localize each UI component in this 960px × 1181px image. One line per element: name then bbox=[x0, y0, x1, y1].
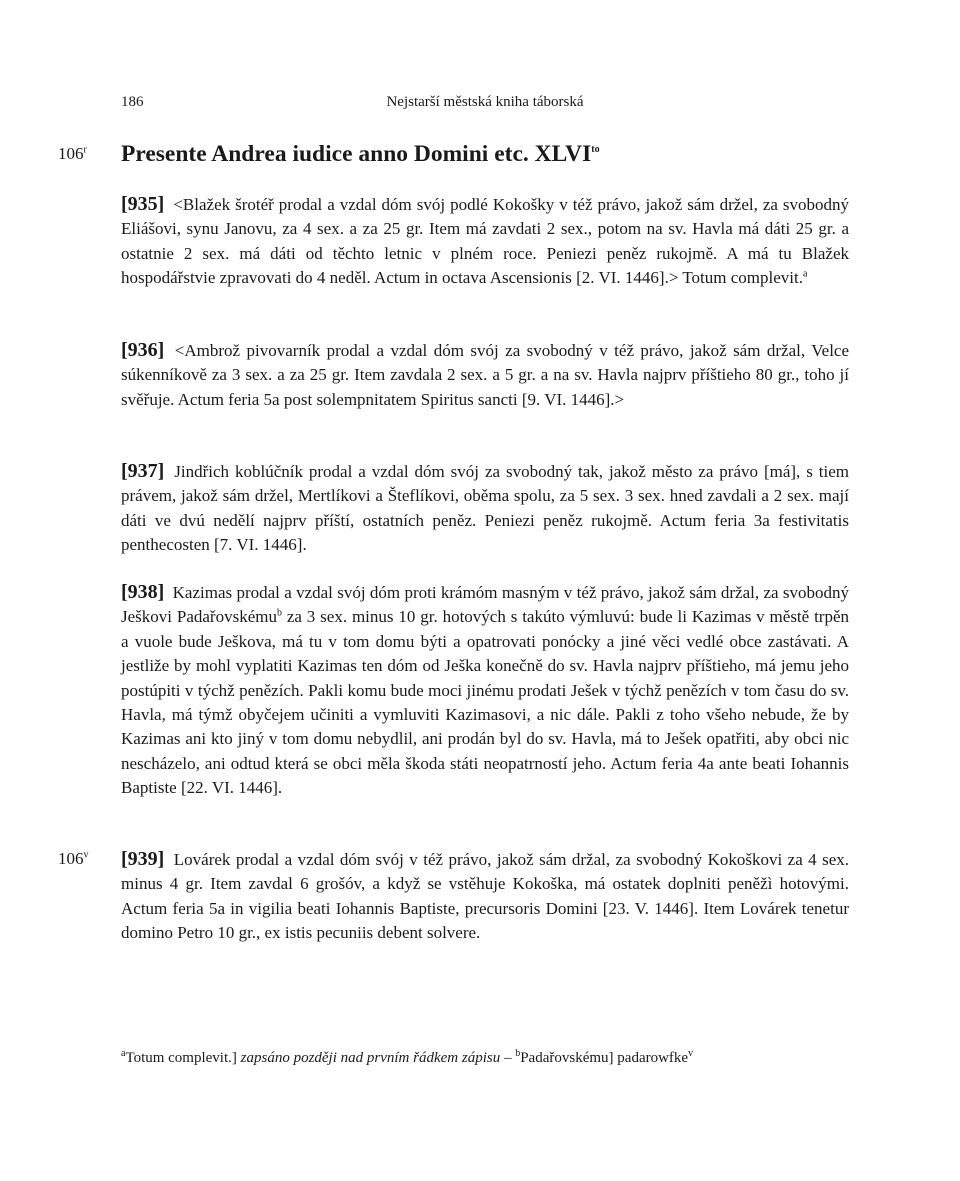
entry-number: [938] bbox=[121, 581, 165, 603]
footnotes: $^a$Totum complevit.] zapsáno později nad prvním řádkem zápisu – $^b$Padařovskému] padarowfke$^v$ bbox=[121, 1048, 694, 1066]
entry-number: [935] bbox=[121, 193, 165, 215]
entry-number: [936] bbox=[121, 339, 165, 361]
entry-text-continued: za 3 sex. minus 10 gr. hotových s takúto výmluvú: bude li Kazimas v městě trpěn a vuole bude Ješkova, má tu v tom domu býti a opatrovati ponócky a jiné věci vedlé obce zastávati. A jestliže by mohl vyplatiti Kazimas ten dóm od Ješka konečně do sv. Havla najprv příštieho, má jemu jeho postúpiti v týchž penězích. Pakli komu bude moci jinému prodati Ješek v týchž penězích v tom času do sv. Havla, má týmž obyčejem učiniti a vymluviti Kazimasovi, a nic dále. Pakli z toho všeho nebude, že by Kazimas ani kto jiný v tom domu nebydlil, ani prodán byl do sv. Havla, má to Ješek opatřiti, aby obci nic nescházelo, ani odtud která se obci měla škoda státi neopatrností jeho. Actum feria 4a ante beati Iohannis Baptiste [22. VI. 1446]. bbox=[121, 607, 849, 798]
entry-text: Lovárek prodal a vzdal dóm svój v též právo, jakož sám držal, za svobodný Kokoškovi za 4 sex. minus 4 gr. Item zavdal 6 grošóv, a když se vstěhuje Kokoška, má ostatek doplniti peněžì hotovými. Actum feria 5a in vigilia beati Iohannis Baptiste, precursoris Domini [23. V. 1446]. Item Lovárek tenetur domino Petro 10 gr., ex istis pecuniis debent solvere. bbox=[121, 850, 850, 943]
entry-936 bbox=[121, 338, 849, 412]
entry-938 bbox=[121, 580, 849, 801]
section-heading: Presente Andrea iudice anno Domini etc. $XLVI^{to}$ bbox=[121, 141, 600, 167]
footnote-mark: a bbox=[802, 268, 808, 280]
folio-marker-recto: 106$^r$ bbox=[58, 144, 87, 163]
entry-number: [939] bbox=[121, 848, 165, 870]
entry-939 bbox=[121, 847, 849, 946]
entry-text: Jindřich koblúčník prodal a vzdal dóm svój za svobodný tak, jakož město za právo [má], s tiem právem, jakož sám držel, Mertlíkovi a Šteflíkovi, oběma spolu, za 5 sex. 3 sex. hned zavdali a 2 sex. mají dáti ve dvú nedělí najprv příští, ostatních peněz. Peniezi peněz rukojmě. Actum feria 3a festivitatis penthecosten [7. VI. 1446]. bbox=[121, 462, 849, 555]
entry-text: <Blažek šrotéř prodal a vzdal dóm svój podlé Kokošky v též právo, jakož sám držel, za svobodný Eliášovi, synu Janovu, za 4 sex. a za 25 gr. Item má zavdati 2 sex., potom na sv. Havla má dáti 25 gr. a ostatnie 2 sex. má dáti od těchto letnic v plném roce. Peniezi peněz rukojmě. A má tu Blažek hospodářstvie zpravovati do 4 neděl. Actum in octava Ascensionis [2. VI. 1446].> Totum complevit. bbox=[121, 195, 850, 288]
folio-marker-verso: 106$^v$ bbox=[58, 849, 89, 868]
book-title: Nejstarší městská kniha táborská bbox=[386, 94, 584, 110]
footnote-mark: b bbox=[276, 607, 282, 619]
entry-text: Kazimas prodal a vzdal svój dóm proti krámóm masným v též právo, jakož sám držal, za svobodný Ješkovi Padařovskému bbox=[121, 583, 849, 627]
entry-text: <Ambrož pivovarník prodal a vzdal dóm svój za svobodný v též právo, jakož sám držal, Velce súkenníkově za 3 sex. a za 25 gr. Item zavdala 2 sex. a 5 gr. a na sv. Havla najprv příštieho 80 gr., toho jí svěřuje. Actum feria 5a post solempnitatem Spiritus sancti [9. VI. 1446].> bbox=[121, 341, 850, 409]
footnote-editorial-note: zapsáno později nad prvním řádkem zápisu bbox=[240, 1050, 501, 1066]
entry-937 bbox=[121, 459, 849, 558]
entry-number: [937] bbox=[121, 460, 165, 482]
entry-935 bbox=[121, 192, 849, 291]
page-number: 186 bbox=[121, 94, 144, 110]
